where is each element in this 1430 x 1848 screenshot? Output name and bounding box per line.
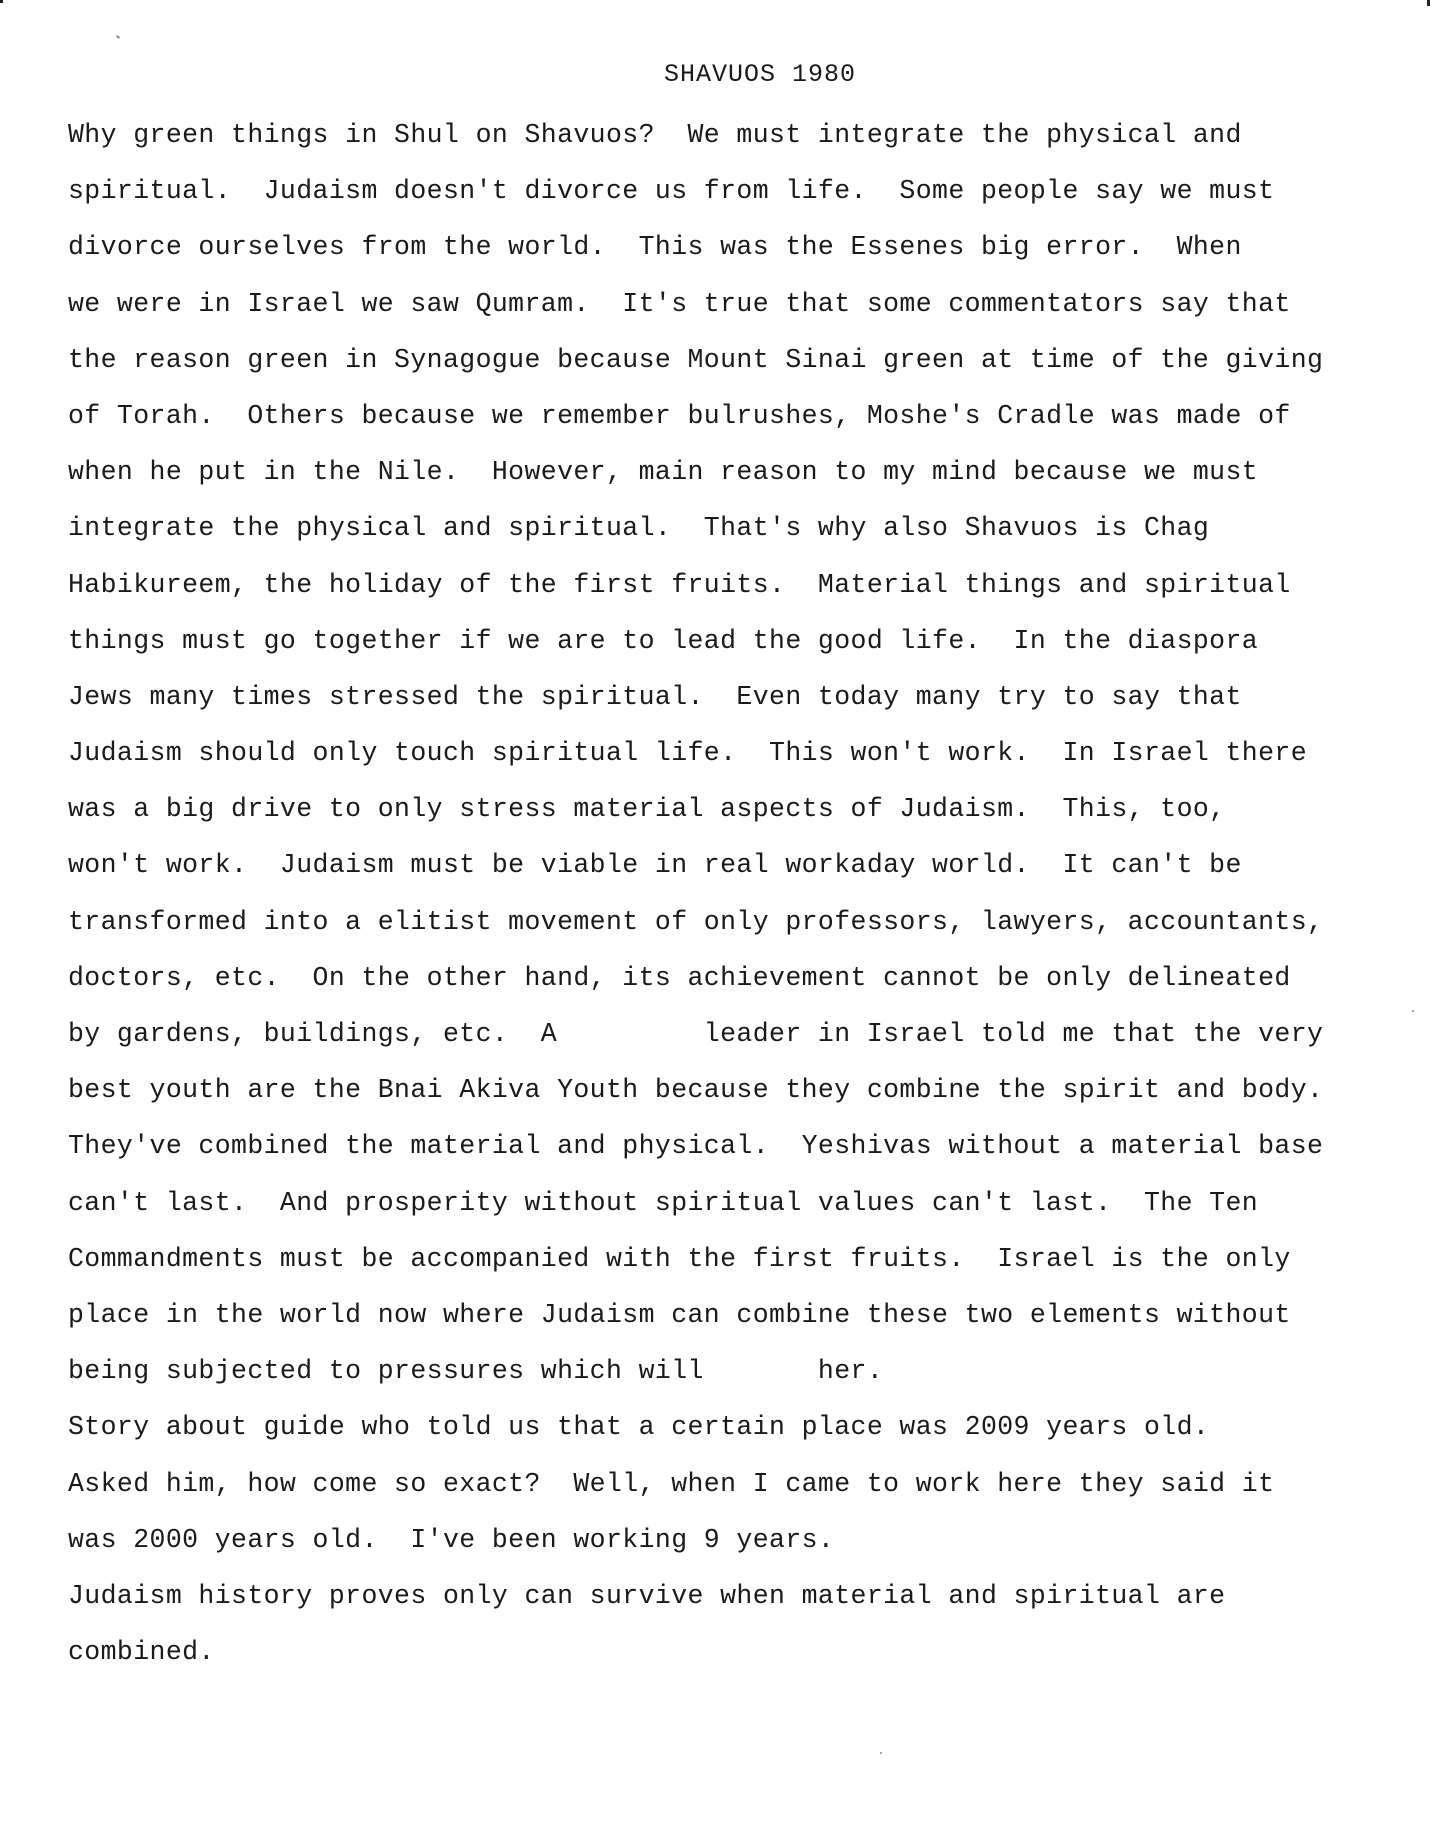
text-line: can't last. And prosperity without spiritual values can't last. The Ten [68,1187,1259,1218]
text-line: integrate the physical and spiritual. That's why also Shavuos is Chag [68,513,1210,544]
text-line: of Torah. Others because we remember bulrushes, Moshe's Cradle was made of [68,400,1291,431]
text-line: Asked him, how come so exact? Well, when I came to work here they said it [68,1468,1275,1499]
stray-mark [116,35,120,39]
text-line: divorce ourselves from the world. This was the Essenes big error. When [68,232,1242,263]
stray-mark [1412,1010,1414,1012]
text-line: combined. [68,1637,215,1668]
text-line: transformed into a elitist movement of only professors, lawyers, accountants, [68,906,1324,937]
text-line: Judaism history proves only can survive when material and spiritual are [68,1580,1226,1611]
text-line: They've combined the material and physical. Yeshivas without a material base [68,1131,1324,1162]
page-title: SHAVUOS 1980 [663,60,857,89]
text-line: spiritual. Judaism doesn't divorce us from life. Some people say we must [68,176,1275,207]
text-line: was 2000 years old. I've been working 9 years. [68,1524,835,1555]
body-text [68,116,1378,1689]
text-line: place in the world now where Judaism can combine these two elements without [68,1299,1291,1330]
text-line: being subjected to pressures which will her. [68,1356,884,1387]
text-line: Story about guide who told us that a certain place was 2009 years old. [68,1412,1210,1443]
text-line: things must go together if we are to lead the good life. In the diaspora [68,625,1259,656]
text-line: when he put in the Nile. However, main reason to my mind because we must [68,457,1259,488]
text-line: best youth are the Bnai Akiva Youth because they combine the spirit and body. [68,1075,1324,1106]
text-line: was a big drive to only stress material aspects of Judaism. This, too, [68,794,1226,825]
text-line: Jews many times stressed the spiritual. Even today many try to say that [68,681,1242,712]
text-line: won't work. Judaism must be viable in real workaday world. It can't be [68,850,1242,881]
text-line: the reason green in Synagogue because Mount Sinai green at time of the giving [68,344,1324,375]
text-line: Commandments must be accompanied with the first fruits. Israel is the only [68,1243,1291,1274]
text-line: Judaism should only touch spiritual life. This won't work. In Israel there [68,738,1307,769]
text-line: Why green things in Shul on Shavuos? We must integrate the physical and [68,120,1242,150]
text-line: doctors, etc. On the other hand, its achievement cannot be only delineated [68,962,1291,993]
text-line: Habikureem, the holiday of the first fruits. Material things and spiritual [68,569,1291,600]
corner-mark-top-left [0,0,3,3]
text-line: by gardens, buildings, etc. A leader in Israel told me that the very [68,1019,1324,1049]
text-line: we were in Israel we saw Qumram. It's true that some commentators say that [68,288,1291,319]
stray-mark [880,1752,882,1754]
